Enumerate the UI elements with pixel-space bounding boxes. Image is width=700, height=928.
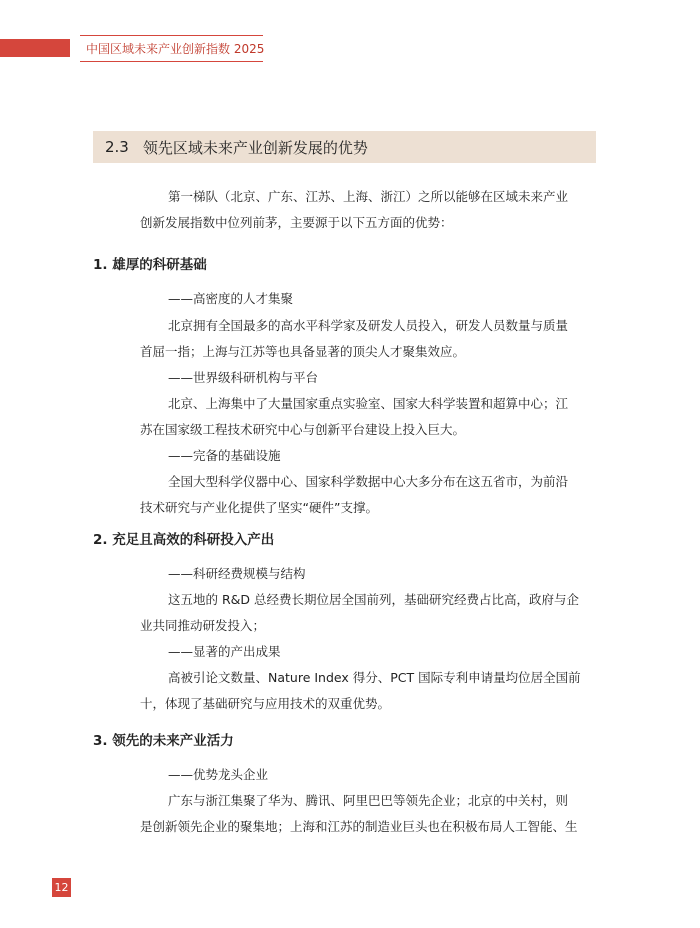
running-header-title: 中国区域未来产业创新指数 2025 [86, 42, 265, 56]
section-title: 领先区域未来产业创新发展的优势 [142, 138, 368, 157]
header-accent-bar [0, 39, 70, 57]
item-subtitle: ——世界级科研机构与平台 [168, 370, 319, 385]
paragraph-line: 这五地的 R&D 总经费长期位居全国前列，基础研究经费占比高，政府与企 [168, 592, 580, 607]
item-subtitle: ——优势龙头企业 [168, 767, 269, 782]
paragraph-line: 首屈一指；上海与江苏等也具备显著的顶尖人才聚集效应。 [140, 344, 466, 359]
subheading-2: 2. 充足且高效的科研投入产出 [93, 532, 275, 548]
paragraph-line: 技术研究与产业化提供了坚实“硬件”支撑。 [140, 500, 378, 515]
paragraph-line: 苏在国家级工程技术研究中心与创新平台建设上投入巨大。 [140, 422, 466, 437]
paragraph-line: 全国大型科学仪器中心、国家科学数据中心大多分布在这五省市，为前沿 [168, 474, 569, 489]
section-number: 2.3 [105, 138, 129, 156]
header-rule-bottom [80, 61, 263, 62]
intro-line-1: 第一梯队（北京、广东、江苏、上海、浙江）之所以能够在区域未来产业 [168, 189, 569, 204]
intro-line-2: 创新发展指数中位列前茅，主要源于以下五方面的优势： [140, 215, 453, 230]
item-subtitle: ——显著的产出成果 [168, 644, 281, 659]
subheading-3: 3. 领先的未来产业活力 [93, 733, 234, 749]
paragraph-line: 是创新领先企业的聚集地；上海和江苏的制造业巨头也在积极布局人工智能、生 [140, 819, 578, 834]
paragraph-line: 北京拥有全国最多的高水平科学家及研发人员投入，研发人员数量与质量 [168, 318, 569, 333]
header-rule-top [80, 35, 263, 36]
paragraph-line: 十，体现了基础研究与应用技术的双重优势。 [140, 696, 391, 711]
paragraph-line: 广东与浙江集聚了华为、腾讯、阿里巴巴等领先企业；北京的中关村，则 [168, 793, 569, 808]
subheading-1: 1. 雄厚的科研基础 [93, 257, 207, 273]
item-subtitle: ——高密度的人才集聚 [168, 291, 294, 306]
page-number: 12 [52, 878, 71, 897]
item-subtitle: ——科研经费规模与结构 [168, 566, 306, 581]
item-subtitle: ——完备的基础设施 [168, 448, 281, 463]
paragraph-line: 业共同推动研发投入； [140, 618, 266, 633]
paragraph-line: 高被引论文数量、Nature Index 得分、PCT 国际专利申请量均位居全国前 [168, 670, 581, 685]
paragraph-line: 北京、上海集中了大量国家重点实验室、国家大科学装置和超算中心；江 [168, 396, 569, 411]
section-heading [93, 131, 596, 163]
